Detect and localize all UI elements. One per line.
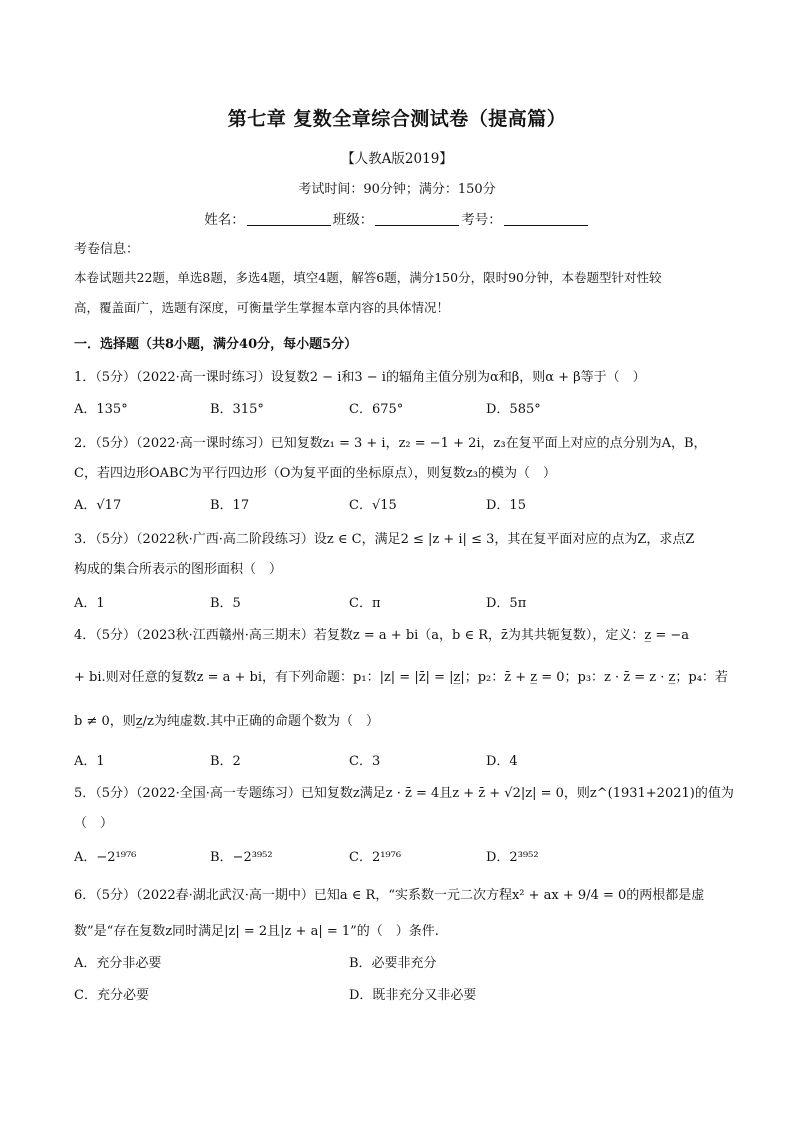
number-blank xyxy=(504,211,588,226)
option-c: C．2¹⁹⁷⁶ xyxy=(349,850,402,865)
question-3-options xyxy=(74,592,734,610)
question-1-options xyxy=(74,398,734,416)
question-2-line-1: （5分）（2022·高一课时练习）已知复数z₁ = 3 + i，z₂ = −1 + 2i，z₃在复平面上对应的点分别为A，B， xyxy=(95,436,707,451)
section-heading: 一．选择题（共8小题，满分40分，每小题5分） xyxy=(74,337,358,352)
info-heading: 考卷信息： xyxy=(74,242,140,257)
question-5-options xyxy=(74,846,734,864)
option-c: C．3 xyxy=(349,754,381,769)
option-b: B．17 xyxy=(210,498,250,513)
option-b: B．315° xyxy=(210,402,264,417)
question-2-line-2: C，若四边形OABC为平行四边形（O为复平面的坐标原点），则复数z₃的模为（ ） xyxy=(74,466,556,481)
option-d: D．15 xyxy=(486,498,526,513)
question-4-line-2: + bi.则对任意的复数z = a + bi，有下列命题：p₁：|z| = |z̄| = |z̲|；p₂：z̄ + z̲ = 0；p₃：z · z̄ = z · z̲；p₄：若 xyxy=(74,670,728,685)
option-d: D．4 xyxy=(486,754,518,769)
option-c: C．充分必要 xyxy=(74,988,149,1003)
option-c: C．√15 xyxy=(349,498,397,513)
question-5: 5．（5分）（2022·全国·高一专题练习）已知复数z满足z · z̄ = 4且z + z̄ + √2|z| = 0，则z^(1931+2021)的值为 xyxy=(74,786,734,801)
question-6-line-1: （5分）（2022春·湖北武汉·高一期中）已知a ∈ R，“实系数一元二次方程x² + ax + 9/4 = 0的两根都是虚 xyxy=(95,888,705,903)
question-2: 2．（5分）（2022·高一课时练习）已知复数z₁ = 3 + i，z₂ = −1 + 2i，z₃在复平面上对应的点分别为A，B， xyxy=(74,436,707,451)
option-a: A．1 xyxy=(74,596,105,611)
question-4: 4．（5分）（2023秋·江西赣州·高三期末）若复数z = a + bi（a，b ∈ R，z̄为其共轭复数），定义：z̲ = −a xyxy=(74,628,690,643)
question-6-options-row-1 xyxy=(74,952,734,970)
question-3: 3．（5分）（2022秋·广西·高二阶段练习）设z ∈ C，满足2 ≤ |z + i| ≤ 3，其在复平面对应的点为Z，求点Z xyxy=(74,532,695,547)
option-d: D．585° xyxy=(486,402,541,417)
option-b: B．−2³⁹⁵² xyxy=(210,850,273,865)
option-c: C．675° xyxy=(349,402,404,417)
question-5-line-2: （ ） xyxy=(74,816,114,831)
question-1: 1．（5分）（2022·高一课时练习）设复数2 − i和3 − i的辐角主值分别为α和β，则α + β等于（ ） xyxy=(74,370,646,385)
question-4-line-1: （5分）（2023秋·江西赣州·高三期末）若复数z = a + bi（a，b ∈ R，z̄为其共轭复数），定义：z̲ = −a xyxy=(95,628,690,643)
class-blank xyxy=(375,211,459,226)
question-3-line-2: 构成的集合所表示的图形面积（ ） xyxy=(74,562,283,577)
option-a: A．1 xyxy=(74,754,105,769)
option-d: D．2³⁹⁵² xyxy=(486,850,539,865)
option-b: B．2 xyxy=(210,754,241,769)
question-2-options xyxy=(74,494,734,512)
question-4-options xyxy=(74,750,734,768)
question-6-options-row-2 xyxy=(74,984,734,1002)
option-a: A．充分非必要 xyxy=(74,956,162,971)
question-3-line-1: （5分）（2022秋·广西·高二阶段练习）设z ∈ C，满足2 ≤ |z + i| ≤ 3，其在复平面对应的点为Z，求点Z xyxy=(95,532,695,547)
question-6-line-2: 数”是“存在复数z同时满足|z| = 2且|z + a| = 1”的（ ）条件. xyxy=(74,924,439,939)
option-a: A．135° xyxy=(74,402,128,417)
option-a: A．√17 xyxy=(74,498,122,513)
number-label: 考号： xyxy=(461,212,502,228)
option-a: A．−2¹⁹⁷⁶ xyxy=(74,850,137,865)
page-title: 第七章 复数全章综合测试卷（提高篇） xyxy=(227,108,567,130)
exam-time: 考试时间：90分钟；满分：150分 xyxy=(298,182,496,197)
edition-label: 【人教A版2019】 xyxy=(341,151,453,167)
question-5-line-1: （5分）（2022·全国·高一专题练习）已知复数z满足z · z̄ = 4且z + z̄ + √2|z| = 0，则z^(1931+2021)的值为 xyxy=(95,786,734,801)
student-info-row xyxy=(0,208,794,228)
name-blank xyxy=(247,211,331,226)
name-label: 姓名： xyxy=(204,212,245,228)
info-line-1: 本卷试题共22题，单选8题，多选4题，填空4题，解答6题，满分150分，限时90分钟，本卷题型针对性较 xyxy=(74,270,662,285)
option-d: D．既非充分又非必要 xyxy=(349,988,477,1003)
option-c: C．π xyxy=(349,596,381,611)
question-6: 6．（5分）（2022春·湖北武汉·高一期中）已知a ∈ R，“实系数一元二次方程x² + ax + 9/4 = 0的两根都是虚 xyxy=(74,888,705,903)
info-line-2: 高，覆盖面广，选题有深度，可衡量学生掌握本章内容的具体情况！ xyxy=(74,300,450,315)
question-4-line-3: b ≠ 0，则z̲/z为纯虚数.其中正确的命题个数为（ ） xyxy=(74,714,379,729)
question-1-line-1: （5分）（2022·高一课时练习）设复数2 − i和3 − i的辐角主值分别为α和β，则α + β等于（ ） xyxy=(95,370,646,385)
class-label: 班级： xyxy=(332,212,374,228)
option-b: B．必要非充分 xyxy=(349,956,437,971)
option-d: D．5π xyxy=(486,596,527,611)
option-b: B．5 xyxy=(210,596,241,611)
